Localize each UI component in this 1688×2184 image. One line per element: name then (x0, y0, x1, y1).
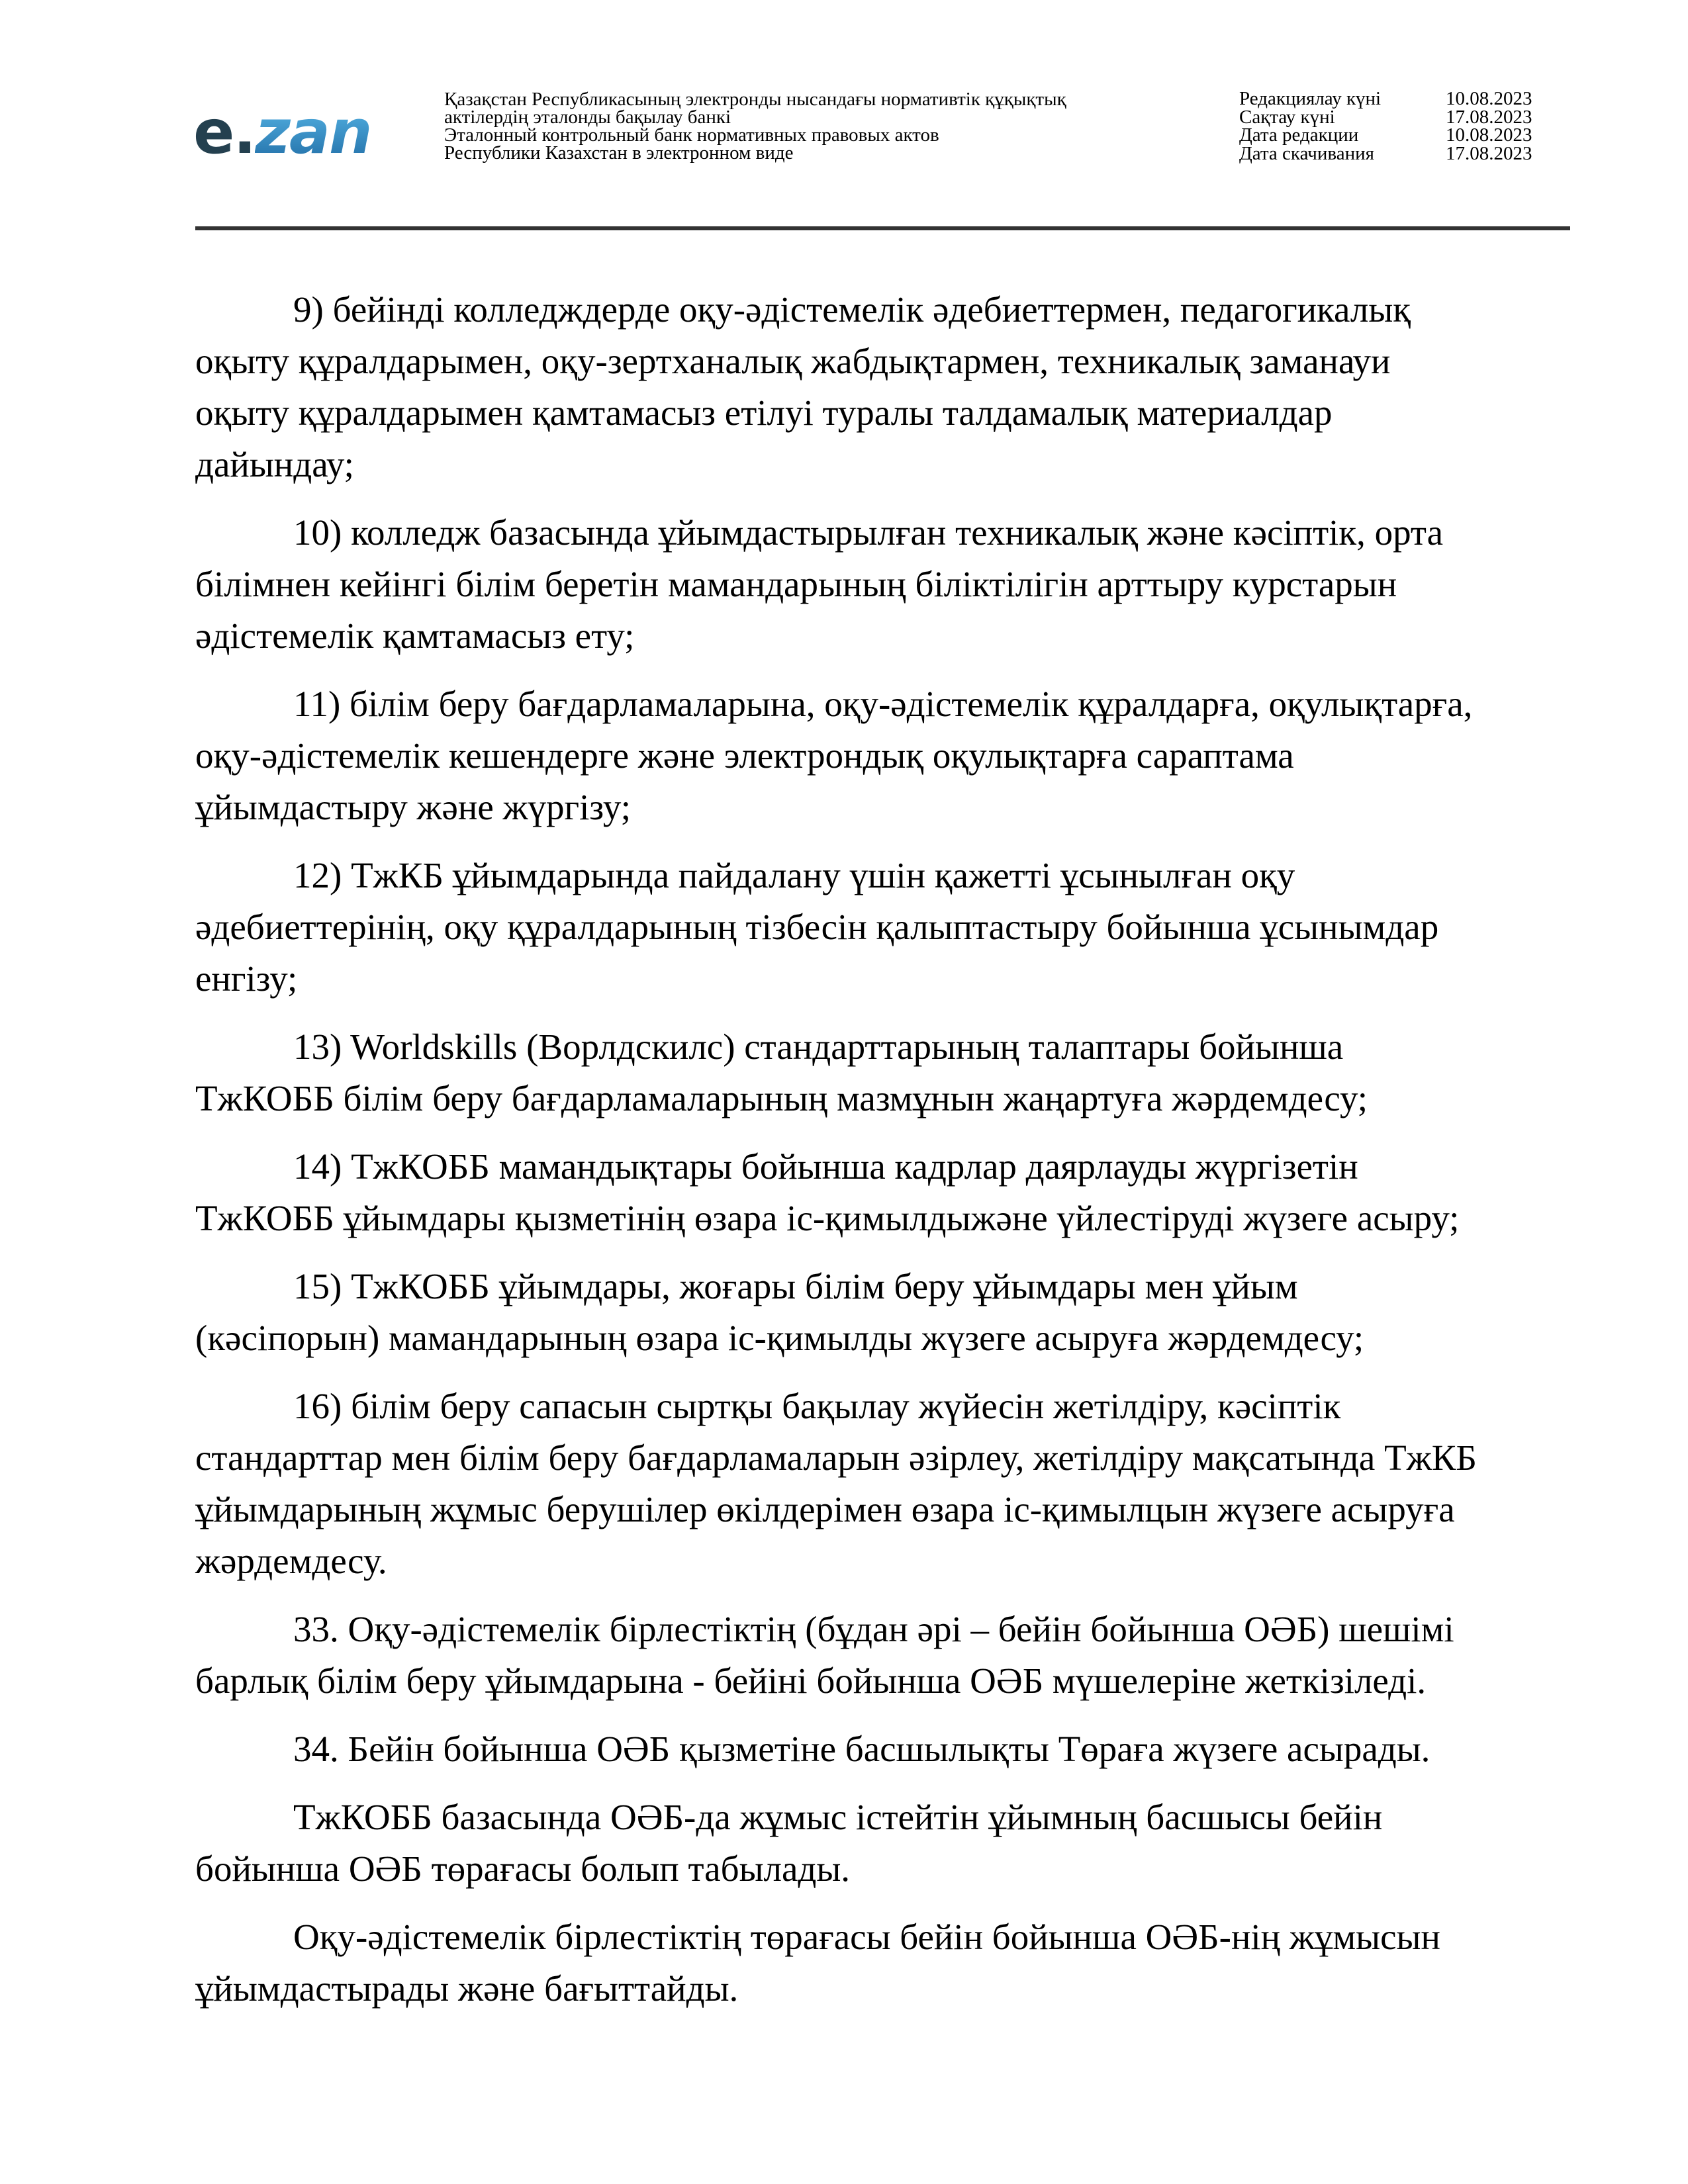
paragraph-line: 9) бейінді колледждерде оқу-әдістемелік әдебиеттермен, педагогикалық (293, 289, 1411, 330)
header-title (444, 91, 1066, 162)
paragraph-line: оқыту құралдарымен, оқу-зертханалық жабдықтармен, техникалық заманауи (195, 341, 1391, 381)
meta-value: 17.08.2023 (1446, 106, 1532, 128)
header-title-line: Республики Казахстан в электронном виде (444, 142, 794, 163)
paragraph-line: ұйымдастыру және жүргізу; (195, 787, 631, 827)
meta-label: Редакциялау күні (1239, 88, 1382, 109)
paragraph-line: 34. Бейін бойынша ОӘБ қызметіне басшылықты Төраға жүзеге асырады. (293, 1729, 1430, 1769)
paragraph-line: білімнен кейінгі білім беретін мамандарының біліктілігін арттыру курстарын (195, 564, 1397, 604)
paragraph-line: ұйымдастырады және бағыттайды. (195, 1968, 739, 2009)
paragraph (195, 1911, 1559, 2015)
paragraph (195, 1381, 1559, 1587)
paragraph-line: 15) ТжКОББ ұйымдары, жоғары білім беру ұйымдары мен ұйым (293, 1266, 1298, 1306)
paragraph (195, 678, 1559, 833)
meta-row-download-date-ru (1239, 142, 1532, 164)
meta-row-save-date-kz (1239, 106, 1532, 128)
paragraph (195, 1141, 1559, 1244)
header-title-line: Қазақстан Республикасының электронды нысандағы нормативтік құқықтық (444, 89, 1066, 110)
document-body (195, 284, 1559, 2031)
meta-label: Сақтау күні (1239, 106, 1335, 128)
meta-row-edit-date-kz (1239, 90, 1532, 109)
logo-dot: . (233, 97, 256, 167)
logo-suffix: zan (255, 97, 371, 167)
paragraph-line: 33. Оқу-әдістемелік бірлестіктің (бұдан әрі – бейін бойынша ОӘБ) шешімі (293, 1609, 1454, 1649)
meta-value: 17.08.2023 (1446, 142, 1532, 164)
paragraph-line: ТжКОББ білім беру бағдарламаларының мазмұнын жаңартуға жәрдемдесу; (195, 1078, 1368, 1118)
paragraph-line: 16) білім беру сапасын сыртқы бақылау жүйесін жетілдіру, кәсіптік (293, 1386, 1341, 1426)
paragraph-line: ұйымдарының жұмыс берушілер өкілдерімен өзара іс-қимылцын жүзеге асыруға (195, 1489, 1455, 1529)
paragraph-line: әдебиеттерінің, оқу құралдарының тізбесін қалыптастыру бойынша ұсынымдар (195, 907, 1439, 947)
ezan-logo (193, 99, 371, 165)
paragraph-line: 14) ТжКОББ мамандықтары бойынша кадрлар даярлауды жүргізетін (293, 1146, 1358, 1187)
paragraph (195, 284, 1559, 490)
meta-row-edit-date-ru (1239, 126, 1532, 145)
paragraph-line: дайындау; (195, 444, 354, 484)
header-divider (195, 226, 1570, 230)
meta-value: 10.08.2023 (1446, 88, 1532, 109)
paragraph (195, 1021, 1559, 1124)
paragraph-line: стандарттар мен білім беру бағдарламаларын әзірлеу, жетілдіру мақсатында ТжКБ (195, 1437, 1477, 1478)
paragraph-line: барлық білім беру ұйымдарына - бейіні бойынша ОӘБ мүшелеріне жеткізіледі. (195, 1661, 1427, 1701)
paragraph-line: 13) Worldskills (Ворлдскилс) стандарттарының талаптары бойынша (293, 1026, 1344, 1067)
paragraph (195, 1604, 1559, 1707)
meta-label: Дата скачивания (1239, 142, 1374, 164)
paragraph-line: 12) ТжКБ ұйымдарында пайдалану үшін қажетті ұсынылған оқу (293, 855, 1295, 895)
paragraph (195, 1792, 1559, 1895)
meta-value: 10.08.2023 (1446, 124, 1532, 146)
paragraph-line: ТжКОББ базасында ОӘБ-да жұмыс істейтін ұйымның басшысы бейін (293, 1797, 1383, 1837)
header-title-line: актілердің эталонды бақылау банкі (444, 107, 731, 128)
paragraph-line: ТжКОББ ұйымдары қызметінің өзара іс-қимылдыжәне үйлестіруді жүзеге асыру; (195, 1198, 1460, 1238)
paragraph (195, 507, 1559, 662)
paragraph-line: енгізу; (195, 958, 298, 999)
logo-prefix: e (193, 97, 234, 167)
paragraph-line: әдістемелік қамтамасыз ету; (195, 615, 635, 656)
header-title-line: Эталонный контрольный банк нормативных правовых актов (444, 124, 939, 146)
paragraph-line: 11) білім беру бағдарламаларына, оқу-әдістемелік құралдарға, оқулықтарға, (293, 684, 1473, 724)
paragraph-line: жәрдемдесу. (195, 1541, 387, 1581)
paragraph-line: 10) колледж базасында ұйымдастырылған техникалық және кәсіптік, орта (293, 512, 1444, 553)
paragraph-line: оқу-әдістемелік кешендерге және электрондық оқулықтарға сараптама (195, 735, 1294, 776)
paragraph-line: Оқу-әдістемелік бірлестіктің төрағасы бейін бойынша ОӘБ-нің жұмысын (293, 1917, 1440, 1957)
paragraph-line: бойынша ОӘБ төрағасы болып табылады. (195, 1848, 851, 1889)
paragraph-line: оқыту құралдарымен қамтамасыз етілуі туралы талдамалық материалдар (195, 392, 1333, 433)
meta-label: Дата редакции (1239, 124, 1359, 146)
paragraph (195, 850, 1559, 1005)
paragraph (195, 1261, 1559, 1364)
paragraph (195, 1723, 1559, 1775)
header-meta-table (1239, 90, 1532, 163)
paragraph-line: (кәсіпорын) мамандарының өзара іс-қимылды жүзеге асыруға жәрдемдесу; (195, 1318, 1364, 1358)
